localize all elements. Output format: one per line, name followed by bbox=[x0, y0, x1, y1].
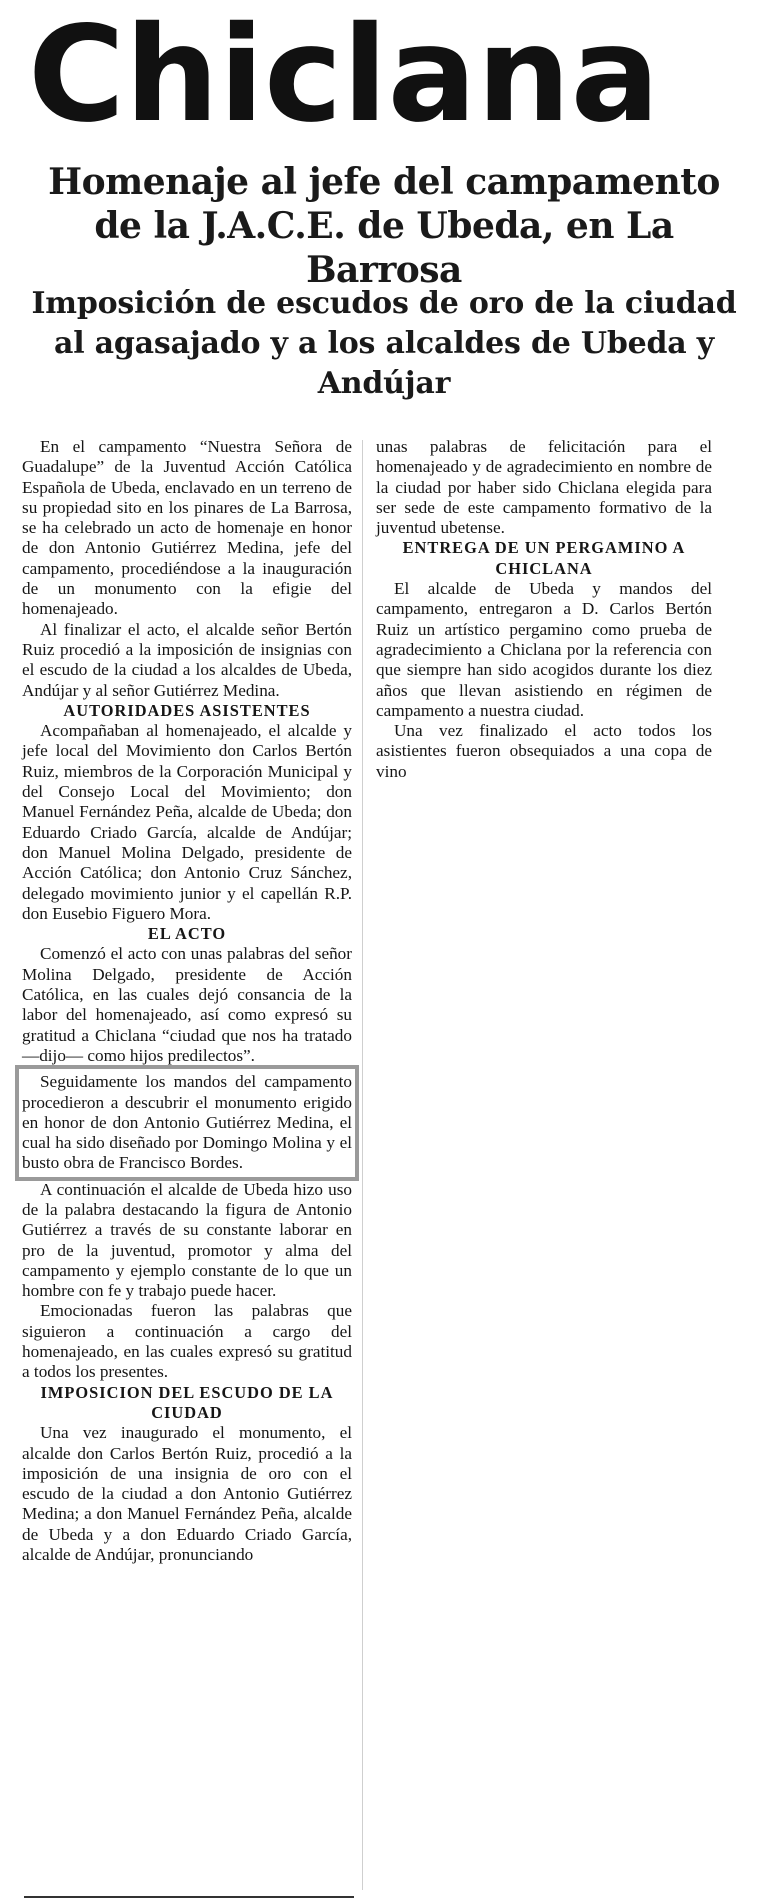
paragraph: Comenzó el acto con unas palabras del señor Molina Delgado, presidente de Acción Católica, en las cuales dejó consancia de la labor del homenajeado, así como expresó su gratitud a Chiclana “ciudad que nos ha tratado —dijo— como hijos predilectos”. bbox=[22, 944, 352, 1065]
column-divider bbox=[362, 440, 363, 1890]
subheadline: Imposición de escudos de oro de la ciudad al agasajado y a los alcaldes de Ubeda y Andújar bbox=[31, 286, 737, 401]
paragraph: Acompañaban al homenajeado, el alcalde y jefe local del Movimiento don Carlos Bertón Ruiz, miembros de la Corporación Municipal y del Consejo Local del Movimiento; don Manuel Fernández Peña, alcalde de Ubeda; don Eduardo Criado García, alcalde de Andújar; don Manuel Molina Delgado, presidente de Acción Católica; don Antonio Cruz Sánchez, delegado movimiento junior y el capellán R.P. don Eusebio Figuero Mora. bbox=[22, 721, 352, 923]
paragraph: A continuación el alcalde de Ubeda hizo uso de la palabra destacando la figura de Antonio Gutiérrez a través de su constante laborar en pro de la juventud, promotor y alma del campamento y ejemplo constante de lo que un hombre con fe y trabajo puede hacer. bbox=[22, 1179, 352, 1301]
section-heading: IMPOSICION DEL ESCUDO DE LA CIUDAD bbox=[40, 1382, 334, 1422]
highlighted-paragraph-box bbox=[22, 1072, 352, 1173]
masthead: Chiclana bbox=[28, 0, 660, 152]
paragraph: El alcalde de Ubeda y mandos del campamento, entregaron a D. Carlos Bertón Ruiz un artístico pergamino como prueba de agradecimiento a Chiclana por la referencia con que siempre han sido acogidos durante los diez años que llevan asistiendo en régimen de campamento a nuestra ciudad. bbox=[376, 579, 712, 720]
column-end-rule bbox=[24, 1896, 354, 1898]
paragraph: unas palabras de felicitación para el homenajeado y de agradecimiento en nombre de la ciudad por haber sido Chiclana elegida para ser sede de este campamento formativo de la juventud ubetense. bbox=[376, 437, 712, 538]
paragraph: Una vez inaugurado el monumento, el alcalde don Carlos Bertón Ruiz, procedió a la imposición de una insignia de oro con el escudo de la ciudad a don Antonio Gutiérrez Medina; a don Manuel Fernández Peña, alcalde de Ubeda y a don Eduardo Criado García, alcalde de Andújar, pronunciando bbox=[22, 1423, 352, 1565]
section-heading: EL ACTO bbox=[147, 924, 227, 944]
paragraph: En el campamento “Nuestra Señora de Guadalupe” de la Juventud Acción Católica Española de Ubeda, enclavado en un terreno de su propiedad sito en los pinares de La Barrosa, se ha celebrado un acto de homenaje en honor de don Antonio Gutiérrez Medina, jefe del campamento, procediéndose a la inauguración de un monumento con la efigie del homenajeado. bbox=[22, 437, 352, 619]
section-heading: ENTREGA DE UN PERGAMINO A CHICLANA bbox=[402, 538, 686, 578]
headline: Homenaje al jefe del campamento de la J.A.C.E. de Ubeda, en La Barrosa bbox=[48, 161, 720, 291]
paragraph: Al finalizar el acto, el alcalde señor Bertón Ruiz procedió a la imposición de insignias con el escudo de la ciudad a los alcaldes de Ubeda, Andújar y al señor Gutiérrez Medina. bbox=[22, 619, 352, 700]
article-column-right bbox=[376, 437, 712, 782]
article-column-left bbox=[22, 437, 352, 1565]
paragraph: Una vez finalizado el acto todos los asistientes fueron obsequiados a una copa de vino bbox=[376, 721, 712, 781]
section-heading: AUTORIDADES ASISTENTES bbox=[63, 700, 311, 720]
paragraph: Emocionadas fueron las palabras que siguieron a continuación a cargo del homenajeado, en las cuales expresó su gratitud a todos los presentes. bbox=[22, 1301, 352, 1382]
paragraph: Seguidamente los mandos del campamento procedieron a descubrir el monumento erigido en honor de don Antonio Gutiérrez Medina, el cual ha sido diseñado por Domingo Molina y el busto obra de Francisco Bordes. bbox=[22, 1072, 352, 1173]
